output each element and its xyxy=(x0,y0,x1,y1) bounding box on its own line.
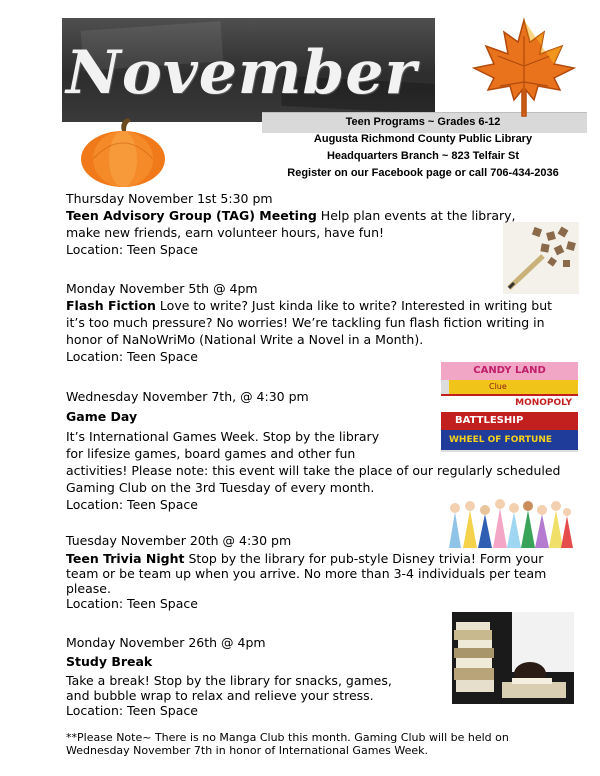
event-description-line: and bubble wrap to relax and relieve your stress. xyxy=(66,688,374,703)
banner-title: November xyxy=(66,38,418,108)
game-box: MONOPOLY xyxy=(441,394,578,412)
event-date: Wednesday November 7th, @ 4:30 pm xyxy=(66,389,309,404)
event-game-day xyxy=(66,388,566,513)
header-info xyxy=(258,114,588,182)
game-box: WHEEL OF FORTUNE xyxy=(441,430,578,450)
event-title: Game Day xyxy=(66,409,138,424)
event-description: activities! Please note: this event will take the place of our regularly scheduled Gaming Club on the 3rd Tuesday of every month. xyxy=(66,463,561,495)
header-line-branch: Headquarters Branch ~ 823 Telfair St xyxy=(326,150,520,162)
event-date: Monday November 26th @ 4pm xyxy=(66,635,266,650)
header-line-library: Augusta Richmond County Public Library xyxy=(313,133,533,145)
game-box: CANDY LAND xyxy=(441,362,578,380)
pumpkin-image xyxy=(78,117,168,189)
event-description-line: Take a break! Stop by the library for snacks, games, xyxy=(66,673,392,688)
event-description-line: for lifesize games, board games and other fun xyxy=(66,446,356,461)
event-description: Stop by the library for pub-style Disney trivia! Form your team or be team up when you arrive. No more than 3-4 individuals per team please. xyxy=(66,551,547,596)
november-banner xyxy=(62,18,435,122)
header-line-register: Register on our Facebook page or call 706-434-2036 xyxy=(287,167,559,179)
event-flash-fiction xyxy=(66,280,566,365)
event-trivia-night xyxy=(66,532,566,611)
event-description-line: It’s International Games Week. Stop by the library xyxy=(66,429,380,444)
event-location: Location: Teen Space xyxy=(66,242,198,257)
event-study-break xyxy=(66,634,566,718)
event-body xyxy=(66,551,566,596)
event-location: Location: Teen Space xyxy=(66,497,198,512)
event-location: Location: Teen Space xyxy=(66,703,198,718)
maple-leaf-image xyxy=(468,16,580,120)
event-body xyxy=(66,207,536,241)
event-location: Location: Teen Space xyxy=(66,596,198,611)
game-box: BATTLESHIP xyxy=(441,412,578,430)
event-title: Flash Fiction xyxy=(66,298,156,313)
game-box: Clue xyxy=(449,380,578,394)
event-title: Teen Advisory Group (TAG) Meeting xyxy=(66,208,317,223)
event-location: Location: Teen Space xyxy=(66,349,198,364)
event-description: Help plan events at the library, make new friends, earn volunteer hours, have fun! xyxy=(66,208,516,240)
event-tag-meeting xyxy=(66,190,566,258)
event-date: Monday November 5th @ 4pm xyxy=(66,281,258,296)
event-body xyxy=(66,297,566,348)
header-line-programs: Teen Programs ~ Grades 6-12 xyxy=(345,116,501,128)
event-title: Study Break xyxy=(66,654,153,669)
event-date: Thursday November 1st 5:30 pm xyxy=(66,191,273,206)
event-date: Tuesday November 20th @ 4:30 pm xyxy=(66,533,292,548)
event-description: Love to write? Just kinda like to write? Interested in writing but it’s too much pressure? No worries! We’re tackling fun flash fiction writing in honor of NaNoWriMo (National Write a Novel in a Month). xyxy=(66,298,553,347)
footer-note: **Please Note~ There is no Manga Club this month. Gaming Club will be held on Wednesday November 7th in honor of International Games Week. xyxy=(66,731,509,757)
event-title: Teen Trivia Night xyxy=(66,551,185,566)
